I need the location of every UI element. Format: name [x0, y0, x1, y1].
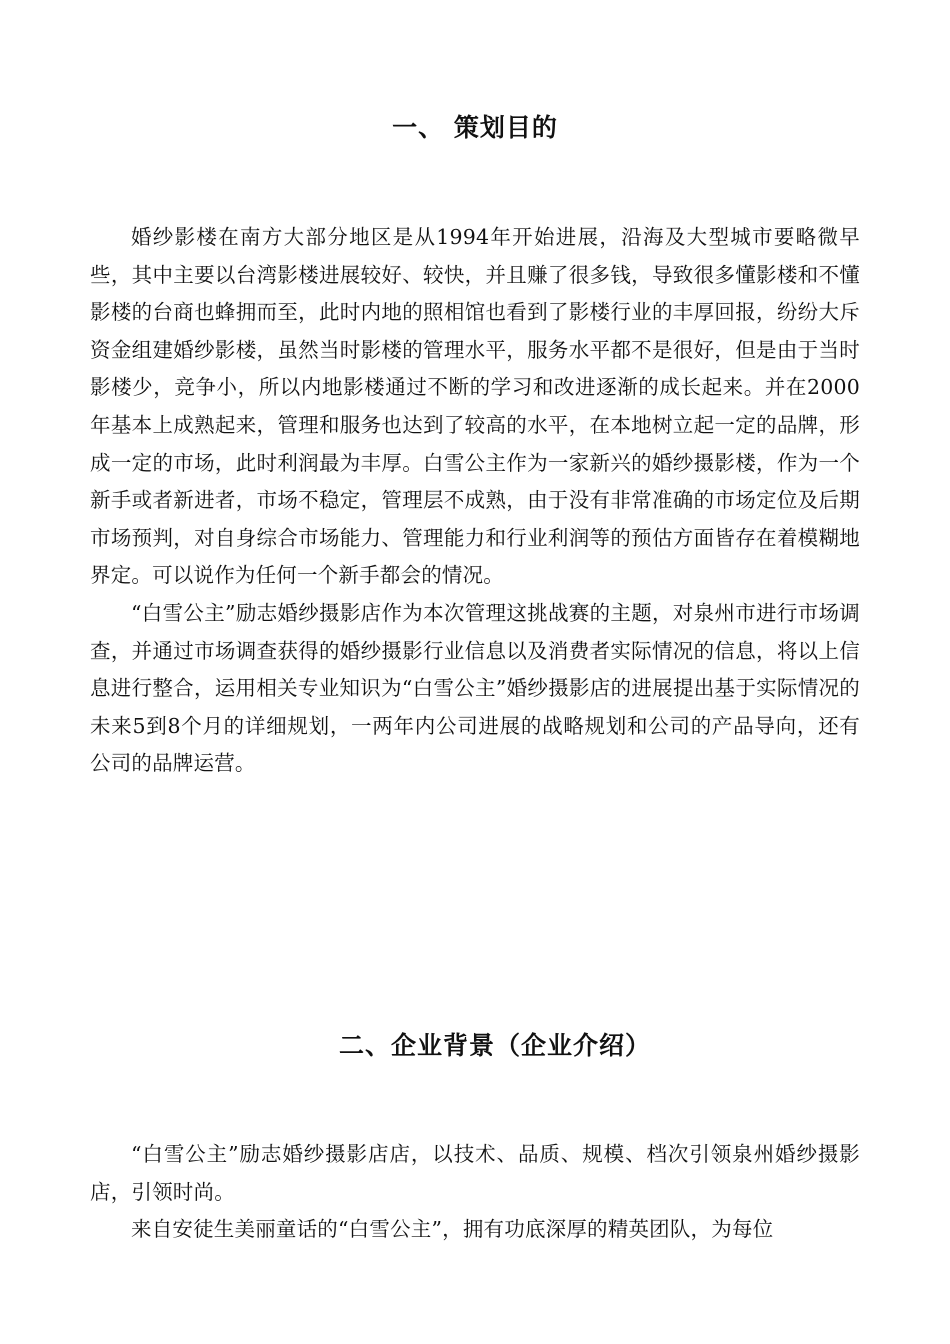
section-2-paragraph-1: “白雪公主”励志婚纱摄影店店，以技术、品质、规模、档次引领泉州婚纱摄影店，引领时尚。 [90, 1142, 860, 1204]
section-2-paragraph-2: 来自安徒生美丽童话的“白雪公主”，拥有功底深厚的精英团队，为每位 [131, 1217, 774, 1242]
section-1-heading: 一、 策划目的 [392, 113, 558, 142]
section-1-paragraph-2: “白雪公主”励志婚纱摄影店作为本次管理这挑战赛的主题，对泉州市进行市场调查，并通过市场调查获得的婚纱摄影行业信息以及消费者实际情况的信息，将以上信息进行整合，运用相关专业知识为“白雪公主”婚纱摄影店的进展提出基于实际情况的未来5到8个月的详细规划，一两年内公司进展的战略规划和公司的产品导向，还有公司的品牌运营。 [90, 600, 860, 776]
section-2-heading: 二、企业背景（企业介绍） [338, 1031, 651, 1060]
section-1-body [90, 219, 860, 783]
section-2-body [90, 1136, 860, 1249]
section-1-paragraph-1: 婚纱影楼在南方大部分地区是从1994年开始进展，沿海及大型城市要略微早些，其中主要以台湾影楼进展较好、较快，并且赚了很多钱，导致很多懂影楼和不懂影楼的台商也蜂拥而至，此时内地的照相馆也看到了影楼行业的丰厚回报，纷纷大斥资金组建婚纱影楼，虽然当时影楼的管理水平，服务水平都不是很好，但是由于当时影楼少，竞争小，所以内地影楼通过不断的学习和改进逐渐的成长起来。并在2000年基本上成熟起来，管理和服务也达到了较高的水平，在本地树立起一定的品牌，形成一定的市场，此时利润最为丰厚。白雪公主作为一家新兴的婚纱摄影楼，作为一个新手或者新进者，市场不稳定，管理层不成熟，由于没有非常准确的市场定位及后期市场预判，对自身综合市场能力、管理能力和行业利润等的预估方面皆存在着模糊地界定。可以说作为任何一个新手都会的情况。 [90, 225, 860, 588]
